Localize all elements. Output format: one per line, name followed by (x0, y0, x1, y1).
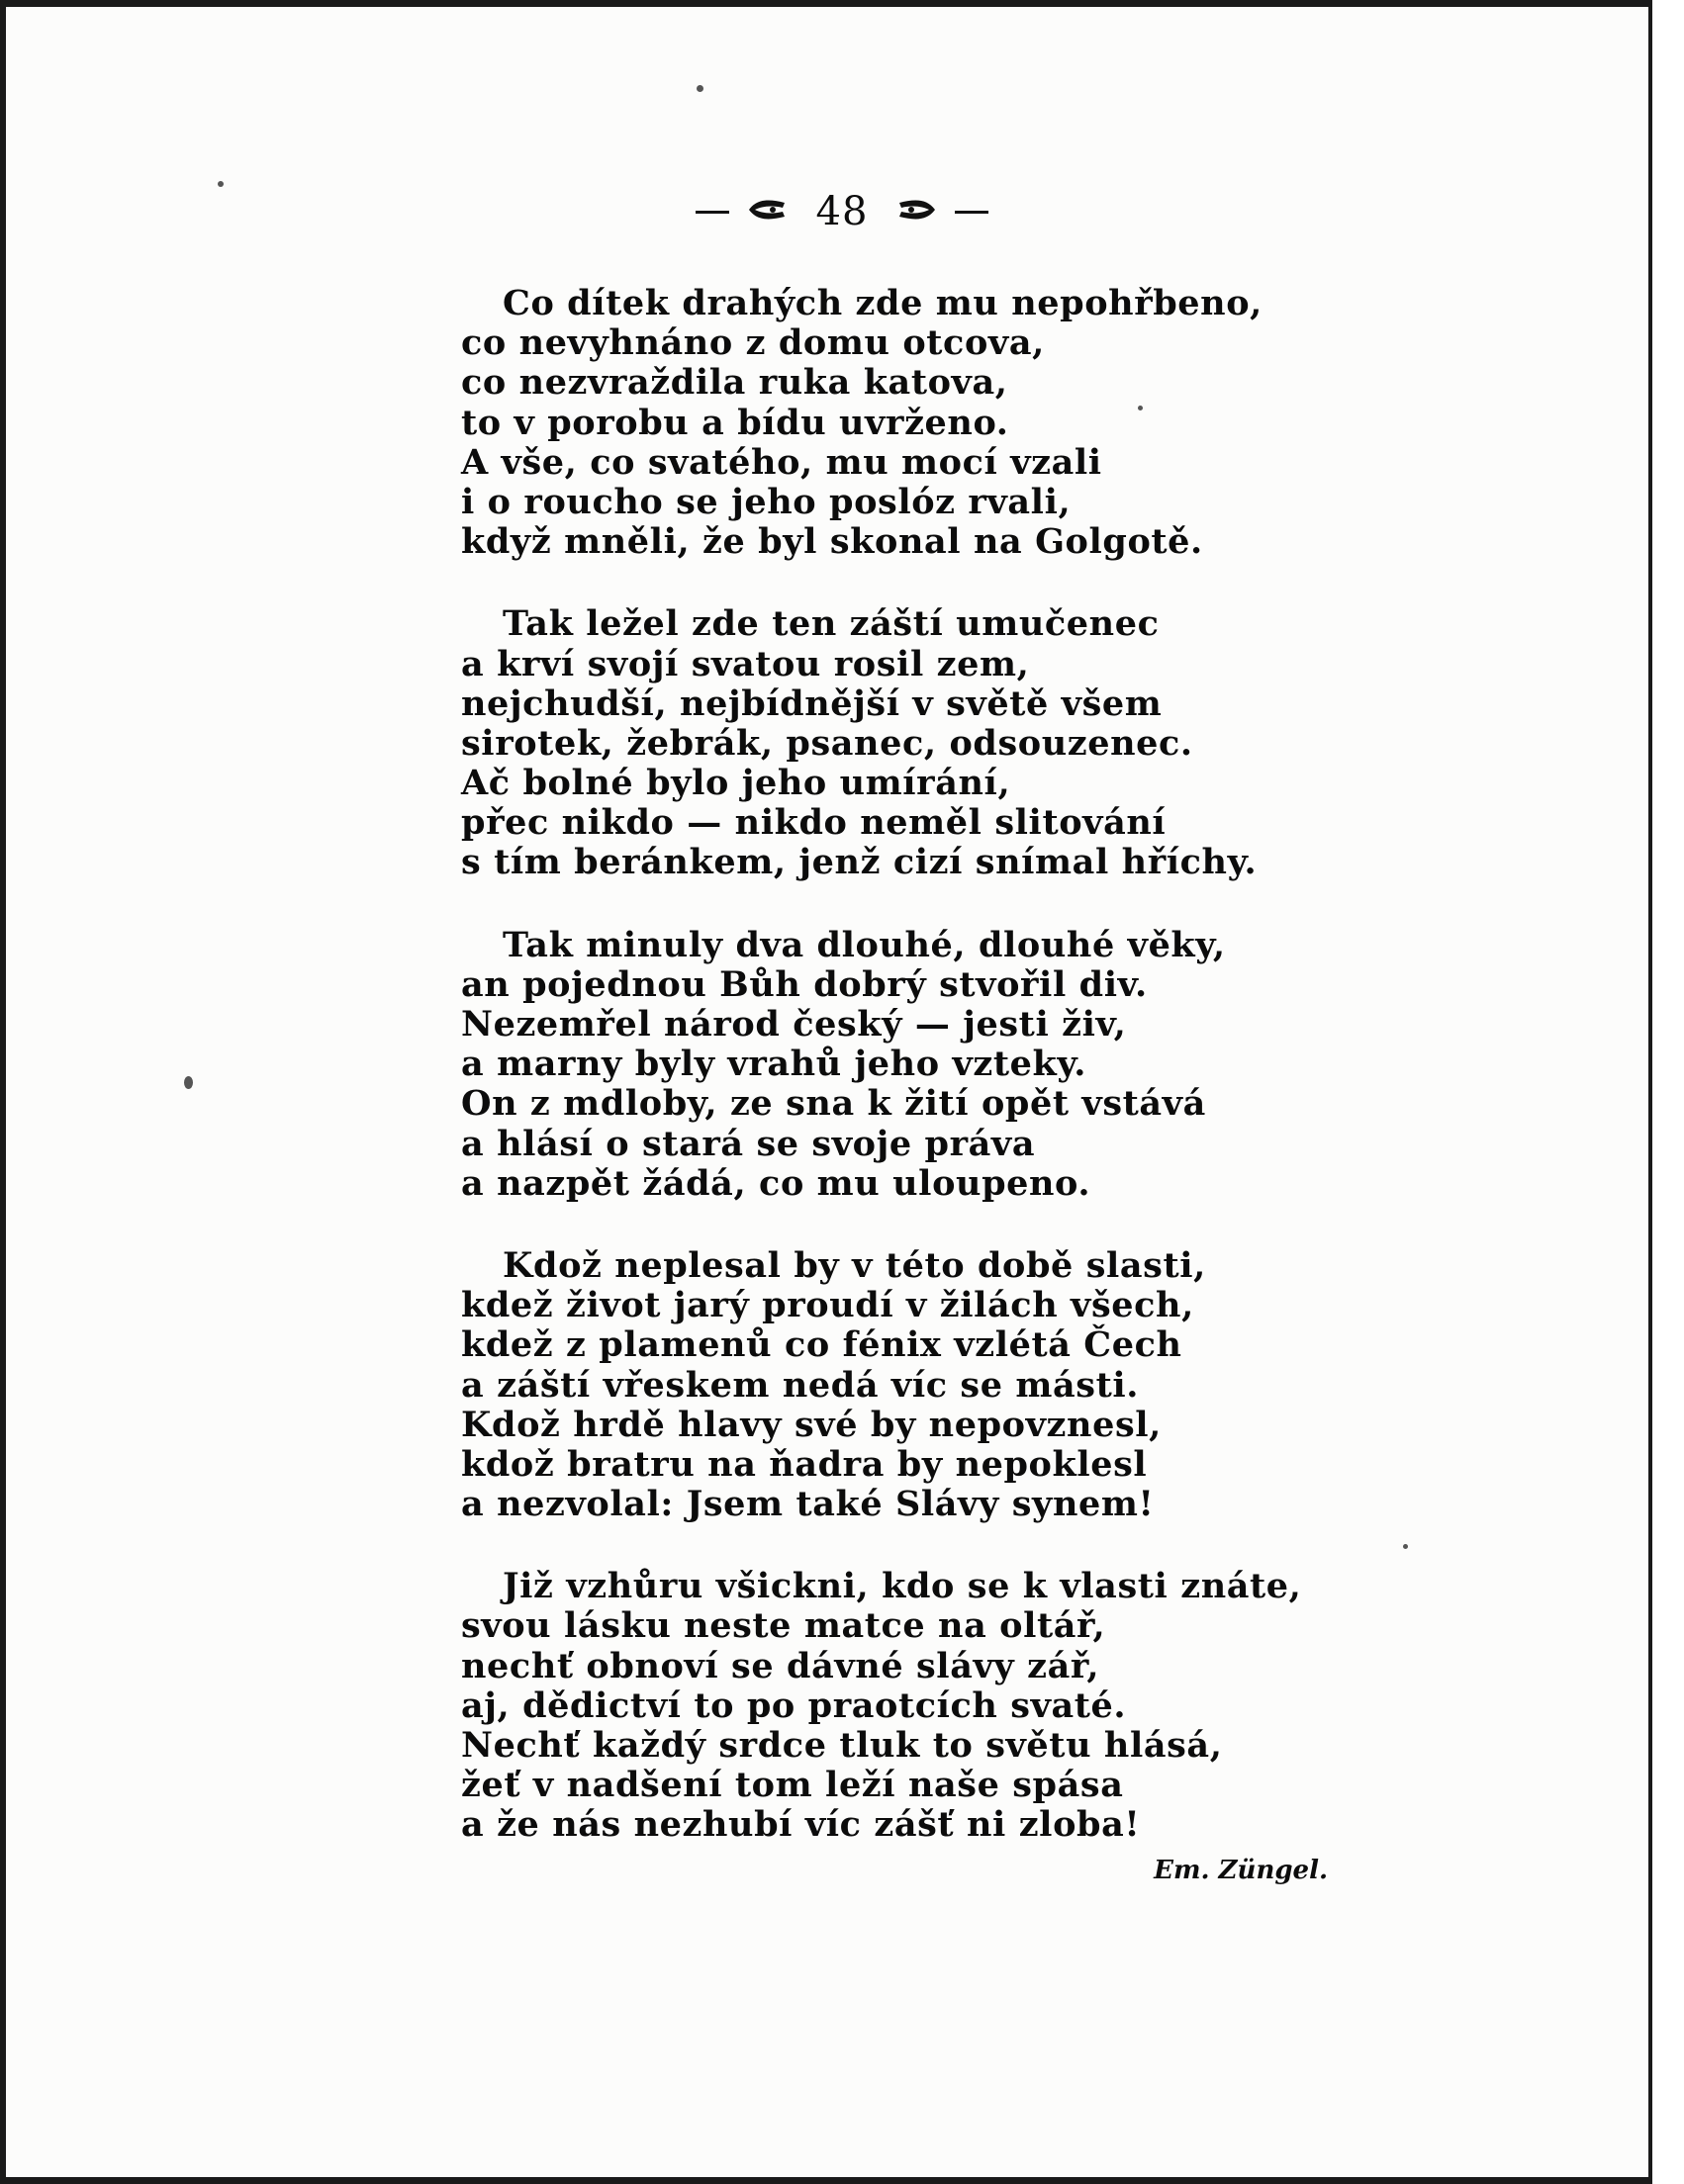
stanza-4 (461, 1246, 1450, 1524)
poem-line: nechť obnoví se dávné slávy zář, (461, 1645, 1100, 1686)
page-number: 48 (815, 189, 869, 234)
poem-line: kdež z plamenů co fénix vzlétá Čech (461, 1324, 1182, 1366)
poem-line: kdež život jarý proudí v žilách všech, (461, 1285, 1194, 1326)
poem-line: když mněli, že byl skonal na Golgotě. (461, 521, 1203, 563)
poem-line: nejchudší, nejbídnější v světě všem (461, 682, 1163, 724)
poem-line: a krví svojí svatou rosil zem, (461, 643, 1030, 684)
poem-line: co nezvraždila ruka katova, (461, 362, 1008, 404)
right-ornament-icon (897, 189, 937, 234)
poem-line: to v porobu a bídu uvrženo. (461, 402, 1009, 443)
poem-line: co nevyhnáno z domu otcova, (461, 322, 1045, 364)
poem-line: Tak ležel zde ten záští umučenec (503, 603, 1160, 645)
poem-line: žeť v nadšení tom leží naše spása (461, 1765, 1124, 1806)
poem-line: a že nás nezhubí víc zášť ni zloba! (461, 1804, 1141, 1846)
poem-line: a hlásí o stará se svoje práva (461, 1123, 1036, 1164)
poem-line: A vše, co svatého, mu mocí vzali (461, 441, 1102, 483)
stanza-1 (461, 284, 1450, 562)
poem-line: Již vzhůru všickni, kdo se k vlasti znáte, (503, 1566, 1302, 1607)
poem-line: On z mdloby, ze sna k žití opět vstává (461, 1083, 1206, 1125)
poem-line: aj, dědictví to po praotcích svaté. (461, 1684, 1127, 1726)
poem-line: Kdož neplesal by v této době slasti, (503, 1244, 1206, 1286)
poem-line: an pojednou Bůh dobrý stvořil div. (461, 963, 1148, 1005)
poem-line: a nezvolal: Jsem také Slávy synem! (461, 1484, 1155, 1525)
poem-line: sirotek, žebrák, psanec, odsouzenec. (461, 722, 1193, 764)
poem-line: Tak minuly dva dlouhé, dlouhé věky, (503, 924, 1226, 965)
poem-line: s tím beránkem, jenž cizí snímal hříchy. (461, 842, 1258, 883)
poem-line: Kdož hrdě hlavy své by nepovznesl, (461, 1404, 1162, 1445)
scan-speck (184, 1076, 193, 1089)
stanza-3 (461, 926, 1450, 1204)
poem-line: kdož bratru na ňadra by nepoklesl (461, 1443, 1148, 1485)
poem-line: i o roucho se jeho poslóz rvali, (461, 481, 1072, 522)
poem-line: přec nikdo — nikdo neměl slitování (461, 802, 1167, 844)
header-rule-left (696, 211, 729, 214)
poem (461, 284, 1450, 1888)
left-ornament-icon (747, 189, 787, 234)
poem-line: Nechť každý srdce tluk to světu hlásá, (461, 1725, 1223, 1766)
poem-line: Ač bolné bylo jeho umírání, (461, 763, 1011, 804)
poem-line: a marny byly vrahů jeho vzteky. (461, 1044, 1087, 1085)
poem-line: svou lásku neste matce na oltář, (461, 1605, 1106, 1647)
author-signature: Em. Züngel. (1154, 1856, 1328, 1885)
stanza-5 (461, 1567, 1450, 1845)
poem-line: Co dítek drahých zde mu nepohřbeno, (503, 283, 1263, 323)
page-number-header (0, 186, 1684, 234)
poem-line: Nezemřel národ český — jesti živ, (461, 1004, 1127, 1045)
poem-line: a nazpět žádá, co mu uloupeno. (461, 1162, 1091, 1204)
stanza-2 (461, 604, 1450, 882)
scan-speck (697, 85, 703, 92)
poem-line: a záští vřeskem nedá víc se másti. (461, 1364, 1140, 1406)
header-rule-right (955, 211, 988, 214)
